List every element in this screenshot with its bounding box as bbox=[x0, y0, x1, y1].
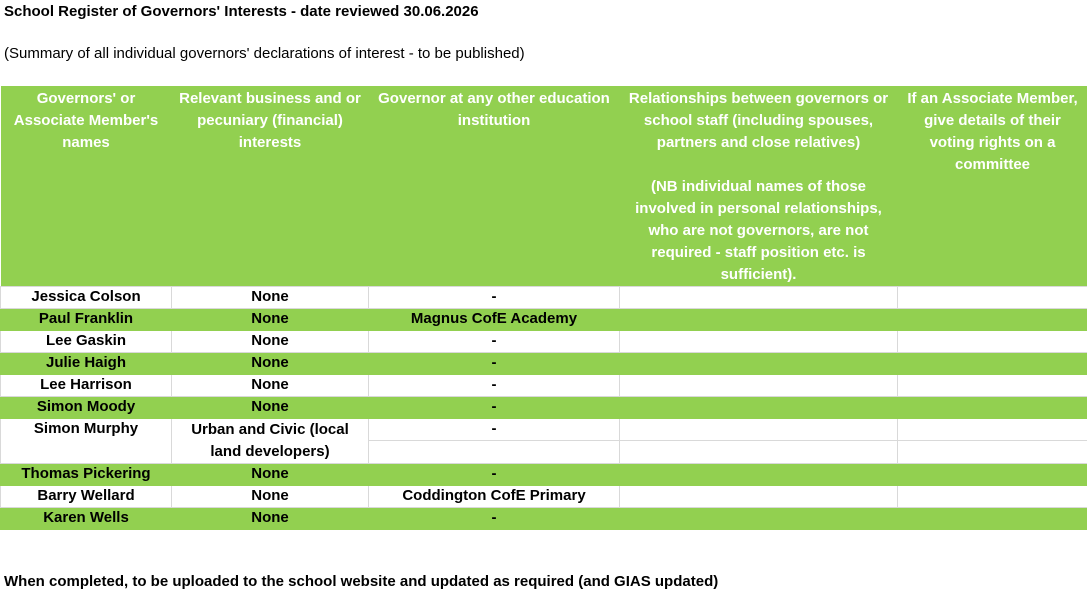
cell-name: Thomas Pickering bbox=[1, 464, 172, 486]
cell-relationships bbox=[620, 397, 898, 419]
cell-voting-rights-empty bbox=[898, 441, 1087, 463]
cell-business: None bbox=[172, 508, 369, 530]
cell-other-institution: Magnus CofE Academy bbox=[369, 309, 620, 331]
cell-relationships bbox=[620, 464, 898, 486]
cell-relationships-empty bbox=[620, 441, 897, 463]
register-table bbox=[0, 86, 1087, 530]
document-title: School Register of Governors' Interests - date reviewed 30.06.2026 bbox=[4, 3, 479, 20]
table-row bbox=[1, 486, 1087, 508]
cell-relationships bbox=[620, 508, 898, 530]
cell-voting-rights bbox=[898, 486, 1087, 508]
cell-voting-rights bbox=[898, 353, 1087, 375]
cell-business: None bbox=[172, 353, 369, 375]
cell-other-institution-value: - bbox=[369, 419, 619, 441]
cell-business: Urban and Civic (local land developers) bbox=[172, 419, 369, 464]
cell-name: Julie Haigh bbox=[1, 353, 172, 375]
cell-other-institution-empty bbox=[369, 441, 619, 463]
header-relationships-note: (NB individual names of those involved in personal relationships, who are not governors, are not required - staff position etc. is sufficient). bbox=[635, 178, 882, 283]
cell-name: Simon Moody bbox=[1, 397, 172, 419]
cell-voting-rights bbox=[898, 331, 1087, 353]
cell-business: None bbox=[172, 309, 369, 331]
cell-voting-rights bbox=[898, 397, 1087, 419]
cell-relationships-value bbox=[620, 419, 897, 441]
cell-name: Lee Harrison bbox=[1, 375, 172, 397]
cell-other-institution: - bbox=[369, 375, 620, 397]
header-relationships: Relationships between governors or school staff (including spouses, partners and close relatives) (NB individual names of those involved in personal relationships, who are not governors, are not required - staff position etc. is sufficient). bbox=[620, 86, 898, 287]
cell-other-institution bbox=[369, 419, 620, 464]
cell-business: None bbox=[172, 486, 369, 508]
cell-relationships bbox=[620, 419, 898, 464]
cell-relationships bbox=[620, 353, 898, 375]
header-business-interests: Relevant business and or pecuniary (financial) interests bbox=[172, 86, 369, 287]
table-row bbox=[1, 309, 1087, 331]
cell-relationships bbox=[620, 287, 898, 309]
table-row bbox=[1, 419, 1087, 464]
cell-other-institution: - bbox=[369, 353, 620, 375]
table-row bbox=[1, 331, 1087, 353]
cell-business: None bbox=[172, 375, 369, 397]
header-names: Governors' or Associate Member's names bbox=[1, 86, 172, 287]
cell-relationships bbox=[620, 331, 898, 353]
cell-voting-rights bbox=[898, 419, 1087, 464]
table-row bbox=[1, 353, 1087, 375]
cell-business: None bbox=[172, 287, 369, 309]
cell-relationships bbox=[620, 375, 898, 397]
cell-relationships bbox=[620, 486, 898, 508]
cell-name: Jessica Colson bbox=[1, 287, 172, 309]
cell-name: Lee Gaskin bbox=[1, 331, 172, 353]
cell-voting-rights bbox=[898, 309, 1087, 331]
cell-name: Karen Wells bbox=[1, 508, 172, 530]
cell-other-institution: - bbox=[369, 464, 620, 486]
cell-other-institution: - bbox=[369, 397, 620, 419]
header-other-institution: Governor at any other education institution bbox=[369, 86, 620, 287]
cell-other-institution: - bbox=[369, 331, 620, 353]
document-subtitle: (Summary of all individual governors' declarations of interest - to be published) bbox=[4, 45, 525, 62]
header-voting-rights: If an Associate Member, give details of their voting rights on a committee bbox=[898, 86, 1087, 287]
table-row bbox=[1, 397, 1087, 419]
cell-business: None bbox=[172, 397, 369, 419]
cell-voting-rights-value bbox=[898, 419, 1087, 441]
table-row bbox=[1, 508, 1087, 530]
cell-name: Barry Wellard bbox=[1, 486, 172, 508]
table-row bbox=[1, 464, 1087, 486]
cell-other-institution: Coddington CofE Primary bbox=[369, 486, 620, 508]
cell-business: None bbox=[172, 464, 369, 486]
cell-business: None bbox=[172, 331, 369, 353]
cell-name: Simon Murphy bbox=[1, 419, 172, 464]
cell-other-institution: - bbox=[369, 287, 620, 309]
header-row bbox=[1, 86, 1087, 287]
cell-voting-rights bbox=[898, 375, 1087, 397]
cell-voting-rights bbox=[898, 464, 1087, 486]
cell-relationships bbox=[620, 309, 898, 331]
cell-name: Paul Franklin bbox=[1, 309, 172, 331]
table-row bbox=[1, 375, 1087, 397]
cell-voting-rights bbox=[898, 287, 1087, 309]
cell-other-institution: - bbox=[369, 508, 620, 530]
cell-voting-rights bbox=[898, 508, 1087, 530]
table-row bbox=[1, 287, 1087, 309]
document-footer: When completed, to be uploaded to the school website and updated as required (and GIAS updated) bbox=[4, 573, 719, 590]
